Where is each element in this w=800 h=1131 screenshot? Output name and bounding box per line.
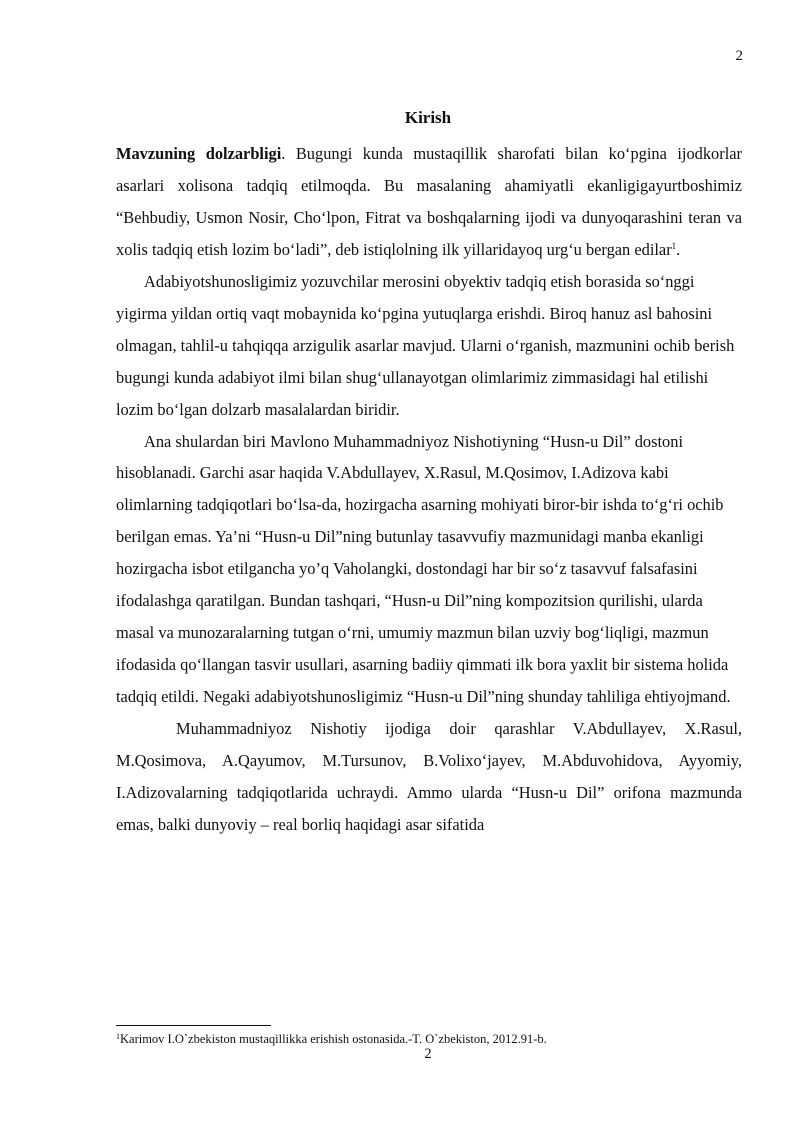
footnote-reference[interactable]: 1 [671, 241, 677, 251]
footnote-text: Karimov I.O`zbekiston mustaqillikka erishish ostonasida.-T. O`zbekiston, 2012.91-b. [120, 1032, 547, 1046]
paragraph-literary-studies: Adabiyotshunosligimiz yozuvchilar merosini obyektiv tadqiq etish borasida so‘nggi yigirma yildan ortiq vaqt mobaynida ko‘pgina yutuqlarga erishdi. Biroq hanuz asl bahosini olmagan, tahlil-u tahqiqqa arzigulik asarlar mavjud. Ularni o‘rganish, mazmunini ochib berish bugungi kunda adabiyot ilmi bilan shug‘ullanayotgan olimlarimiz zimmasidagi hal etilishi lozim bo‘lgan dolzarb masalalardan biridir. [116, 272, 735, 419]
page-number-bottom: 2 [424, 1046, 432, 1062]
footnote-marker: 1 [116, 1032, 120, 1041]
section-title: Kirish [404, 108, 452, 127]
relevance-heading: Mavzuning dolzarbligi [116, 144, 282, 163]
paragraph-relevance [116, 138, 742, 266]
paragraph-views: Muhammadniyoz Nishotiy ijodiga doir qarashlar V.Abdullayev, X.Rasul, M.Qosimova, A.Qayumov, M.Tursunov, B.Volixo‘jayev, M.Abduvohidova, Ayyomiy, I.Adizovalarning tadqiqotlarida uchraydi. Ammo ularda “Husn-u Dil” orifona mazmunda emas, balki dunyoviy – real borliq haqidagi asar sifatida [116, 718, 742, 834]
footnote [116, 1032, 756, 1047]
footnote-divider [116, 1025, 271, 1026]
body-text [116, 138, 742, 841]
relevance-end: . [676, 240, 681, 259]
paragraph-husn-u-dil: Ana shulardan biri Mavlono Muhammadniyoz Nishotiyning “Husn-u Dil” dostoni hisoblanadi. Garchi asar haqida V.Abdullayev, X.Rasul, M.Qosimov, I.Adizova kabi olimlarning tadqiqotlari bo‘lsa-da, hozirgacha asarning mohiyati biror-bir ishda to‘g‘ri ochib berilgan emas. Ya’ni “Husn-u Dil”ning butunlay tasavvufiy mazmunidagi manba ekanligi hozirgacha isbot etilgancha yo’q Vaholangki, dostondagi har bir so‘z tasavvuf falsafasini ifodalashga qaratilgan. Bundan tashqari, “Husn-u Dil”ning kompozitsion qurilishi, ularda masal va munozaralarning tutgan o‘rni, umumiy mazmun bilan uzviy bog‘liqligi, mazmun ifodasida qo‘llangan tasvir usullari, asarning badiiy qimmati ilk bora yaxlit bir sistema holida tadqiq etildi. Negaki adabiyotshunosligimiz “Husn-u Dil”ning shunday tahliliga ehtiyojmand. [116, 431, 731, 706]
page-number-top: 2 [735, 48, 743, 64]
relevance-text: . Bugungi kunda mustaqillik sharofati bilan ko‘pgina ijodkorlar asarlari xolisona tadqiq etilmoqda. Bu masalaning ahamiyatli ekanligigayurtboshimiz “Behbudiy, Usmon Nosir, Cho‘lpon, Fitrat va boshqalarning ijodi va dunyoqarashini teran va xolis tadqiq etish lozim bo‘ladi”, deb istiqlolning ilk yillaridayoq urg‘u bergan edilar [116, 144, 742, 259]
